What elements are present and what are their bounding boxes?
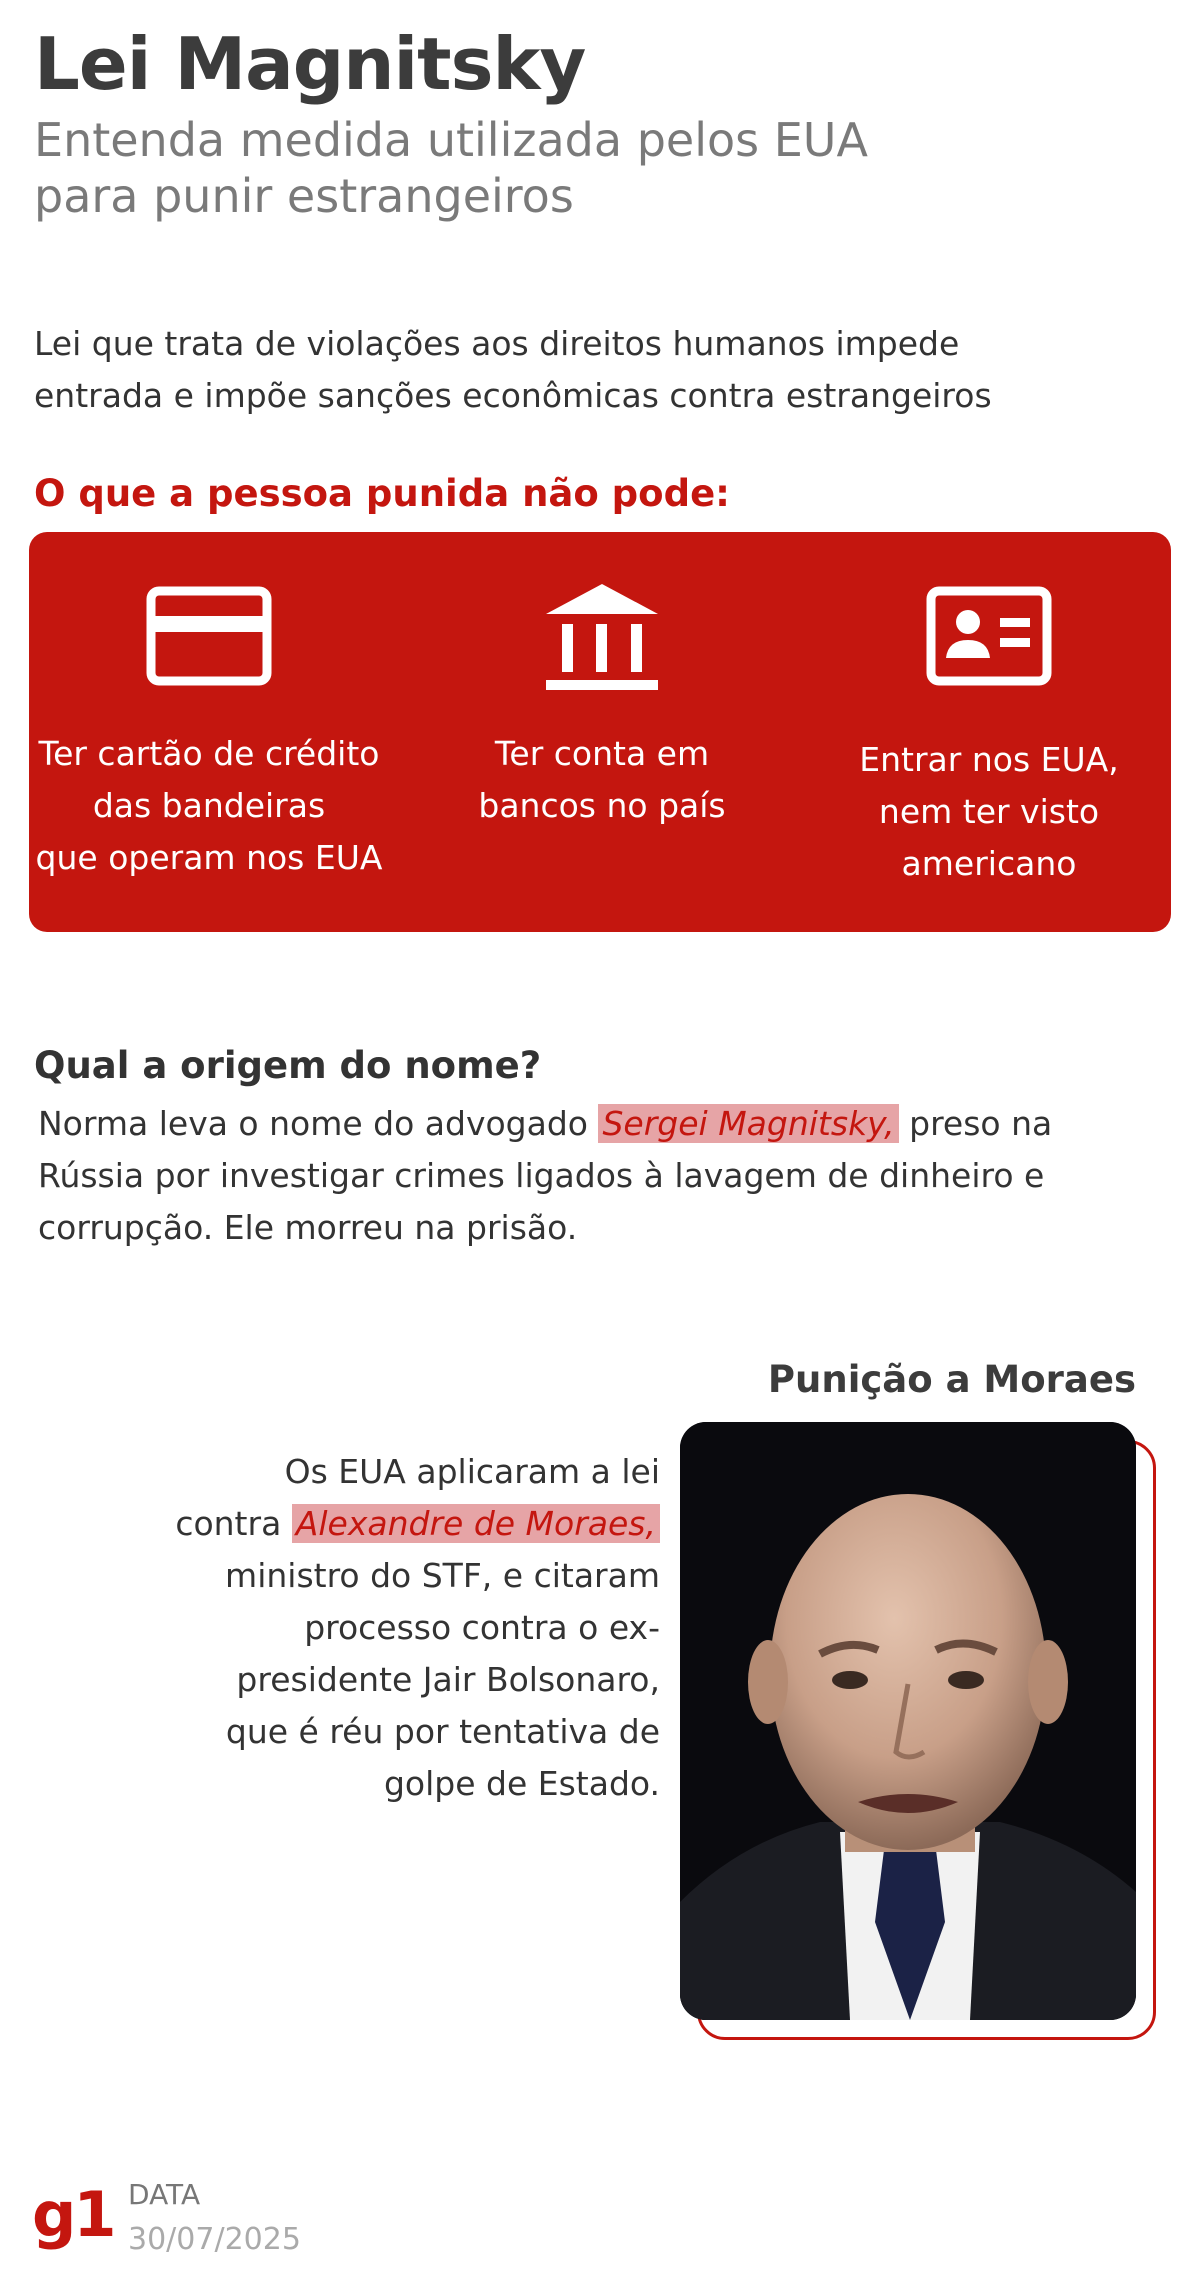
punishment-highlight: Alexandre de Moraes, bbox=[292, 1504, 660, 1543]
restriction-bank-account bbox=[422, 532, 782, 932]
date-label: DATA bbox=[128, 2178, 201, 2211]
restriction-label-line: nem ter visto bbox=[878, 792, 1100, 831]
page-title: Lei Magnitsky bbox=[34, 22, 586, 106]
origin-paragraph bbox=[38, 1098, 1138, 1254]
punishment-text-after: ministro do STF, e citaram processo contra o ex-presidente Jair Bolsonaro, que é réu por tentativa de golpe de Estado. bbox=[225, 1556, 660, 1803]
restriction-credit-card bbox=[29, 532, 389, 932]
restriction-label-line: Ter conta em bbox=[494, 734, 710, 773]
date-value: 30/07/2025 bbox=[128, 2222, 301, 2257]
restriction-label-line: bancos no país bbox=[478, 786, 726, 825]
credit-card-icon bbox=[146, 586, 272, 686]
intro-text: Lei que trata de violações aos direitos humanos impede entrada e impõe sanções econômicas contra estrangeiros bbox=[34, 324, 992, 415]
origin-text-after: preso na Rússia por investigar crimes ligados à lavagem de dinheiro e corrupção. Ele morreu na prisão. bbox=[38, 1104, 1053, 1247]
id-card-icon bbox=[926, 586, 1052, 686]
restriction-label-line: Entrar nos EUA, bbox=[859, 740, 1119, 779]
restriction-label-line: Ter cartão de crédito bbox=[38, 734, 380, 773]
origin-text-before: Norma leva o nome do advogado bbox=[38, 1104, 588, 1143]
punishment-paragraph bbox=[170, 1446, 660, 1810]
restriction-label-line: americano bbox=[901, 844, 1077, 883]
restriction-label-line: das bandeiras bbox=[92, 786, 326, 825]
portrait-photo bbox=[680, 1422, 1136, 2020]
restriction-us-entry bbox=[809, 532, 1169, 932]
punishment-title: Punição a Moraes bbox=[767, 1358, 1136, 1401]
restrictions-box bbox=[29, 532, 1171, 932]
bank-icon bbox=[544, 580, 660, 696]
restrictions-title: O que a pessoa punida não pode: bbox=[34, 472, 730, 515]
restriction-label-line: que operam nos EUA bbox=[35, 838, 383, 877]
g1-logo: g1 bbox=[32, 2178, 114, 2251]
page-subtitle: Entenda medida utilizada pelos EUA para punir estrangeiros bbox=[34, 113, 868, 223]
origin-title: Qual a origem do nome? bbox=[34, 1044, 542, 1087]
origin-highlight: Sergei Magnitsky, bbox=[598, 1104, 898, 1143]
punishment-text-before: Os EUA aplicaram a lei contra bbox=[175, 1452, 660, 1543]
